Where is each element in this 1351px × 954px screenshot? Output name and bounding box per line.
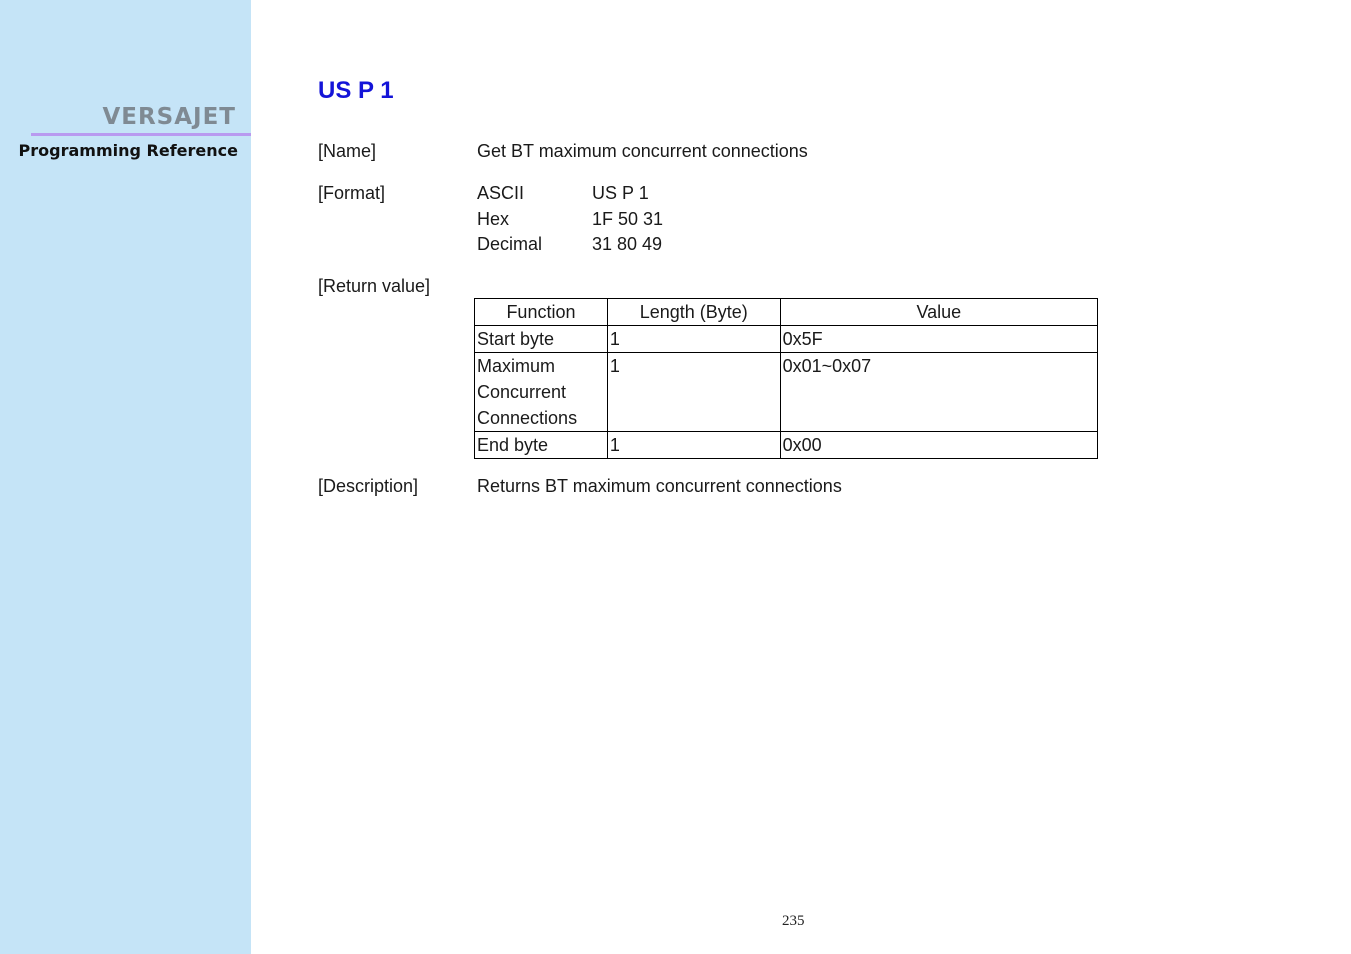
cell-length: 1	[607, 432, 780, 459]
cell-function: End byte	[475, 432, 608, 459]
page-title: US P 1	[318, 77, 394, 104]
table-header-row	[475, 299, 1098, 326]
table-row	[475, 326, 1098, 353]
format-decimal-key: Decimal	[477, 234, 543, 254]
cell-value: 0x01~0x07	[780, 353, 1097, 432]
format-decimal-value: 31 80 49	[592, 234, 663, 254]
cell-value: 0x00	[780, 432, 1097, 459]
cell-function-line: Concurrent	[477, 382, 567, 402]
brand-underline	[31, 133, 251, 136]
description-label: [Description]	[318, 476, 419, 496]
return-value-table	[474, 298, 1098, 459]
page-number: 235	[782, 913, 805, 929]
cell-length: 1	[607, 326, 780, 353]
cell-function: Start byte	[475, 326, 608, 353]
brand-logo-text: VERSAJET	[102, 104, 236, 130]
header-function: Function	[475, 299, 608, 326]
sidebar-subtitle: Programming Reference	[18, 141, 238, 160]
format-ascii-key: ASCII	[477, 183, 525, 203]
name-value: Get BT maximum concurrent connections	[477, 141, 808, 161]
table-row	[475, 432, 1098, 459]
cell-value: 0x5F	[780, 326, 1097, 353]
header-value: Value	[780, 299, 1097, 326]
cell-function-line: Connections	[477, 408, 578, 428]
header-length: Length (Byte)	[607, 299, 780, 326]
name-label: [Name]	[318, 141, 377, 161]
format-hex-key: Hex	[477, 209, 510, 229]
format-ascii-value: US P 1	[592, 183, 649, 203]
table-row	[475, 353, 1098, 432]
format-hex-value: 1F 50 31	[592, 209, 664, 229]
format-label: [Format]	[318, 183, 386, 203]
sidebar	[0, 0, 251, 954]
cell-function	[475, 353, 608, 432]
return-value-label: [Return value]	[318, 276, 431, 296]
cell-length: 1	[607, 353, 780, 432]
description-value: Returns BT maximum concurrent connections	[477, 476, 842, 496]
cell-function-line: Maximum	[477, 356, 556, 376]
